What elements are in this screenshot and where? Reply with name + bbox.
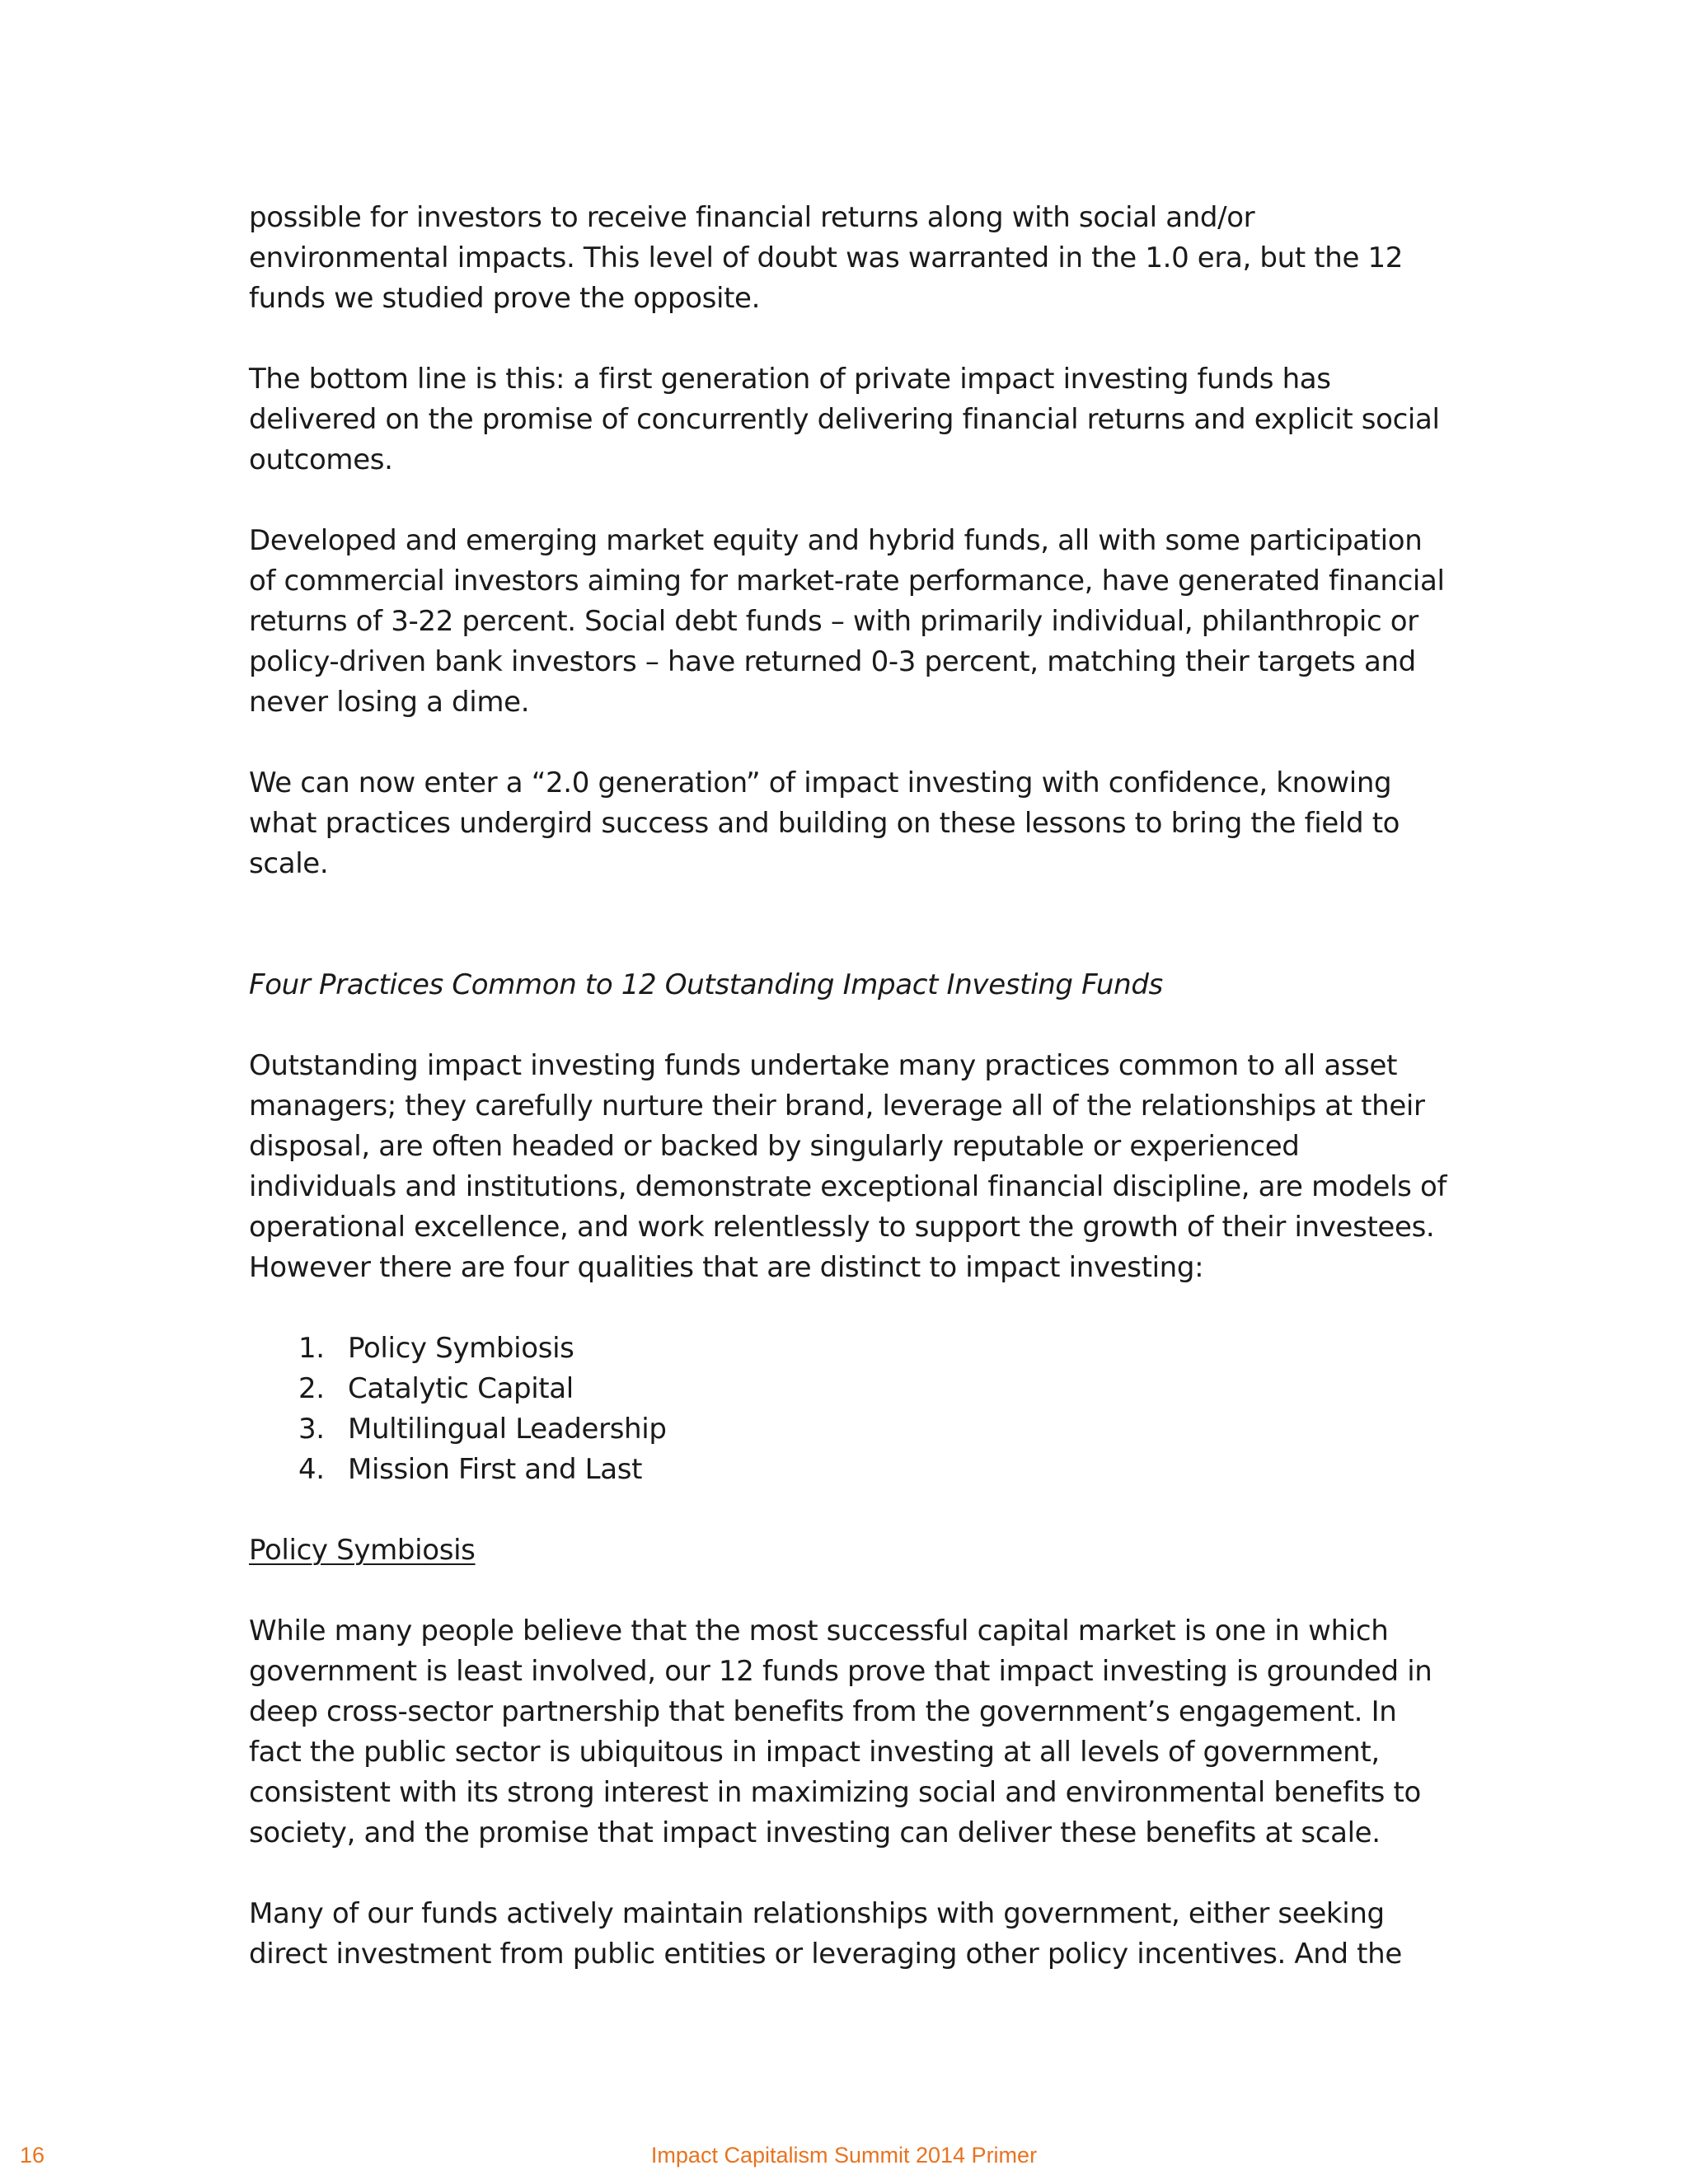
- list-item-label: Catalytic Capital: [348, 1372, 574, 1405]
- paragraph-5: Outstanding impact investing funds undertake many practices common to all asset managers; they carefully nurture their brand, leverage all of the relationships at their disposal, are often headed or backed by singularly reputable or experienced individuals and institutions, demonstrate exceptional financial discipline, are models of operational excellence, and work relentlessly to support the growth of their investees. However there are four qualities that are distinct to impact investing:: [249, 1049, 1447, 1284]
- list-item-label: Multilingual Leadership: [348, 1413, 667, 1446]
- paragraph-3: Developed and emerging market equity and hybrid funds, all with some participation of commercial investors aiming for market-rate performance, have generated financial returns of 3-22 percent. Social debt funds – with primarily individual, philanthropic or policy-driven bank investors – have returned 0-3 percent, matching their targets and never losing a dime.: [249, 524, 1445, 719]
- list-item-label: Mission First and Last: [348, 1453, 643, 1486]
- list-item: [249, 1369, 1452, 1409]
- list-item-number: 3.: [298, 1413, 325, 1446]
- list-item: [249, 1329, 1452, 1369]
- list-item-label: Policy Symbiosis: [348, 1332, 574, 1365]
- paragraph-6: While many people believe that the most successful capital market is one in which government is least involved, our 12 funds prove that impact investing is grounded in deep cross-sector partnership that benefits from the government’s engagement. In fact the public sector is ubiquitous in impact investing at all levels of government, consistent with its strong interest in maximizing social and environmental benefits to society, and the promise that impact investing can deliver these benefits at scale.: [249, 1615, 1432, 1849]
- footer-title: Impact Capitalism Summit 2014 Primer: [650, 2143, 1038, 2168]
- page-number: 16: [20, 2143, 45, 2168]
- subheading-text: Policy Symbiosis: [249, 1534, 476, 1567]
- subheading-policy-symbiosis: [249, 1530, 1452, 1571]
- section-heading: Four Practices Common to 12 Outstanding Impact Investing Funds: [249, 968, 1163, 1001]
- list-item-number: 4.: [298, 1453, 325, 1486]
- list-item-number: 1.: [298, 1332, 325, 1365]
- paragraph-4: We can now enter a “2.0 generation” of impact investing with confidence, knowing what practices undergird success and building on these lessons to bring the field to scale.: [249, 766, 1400, 880]
- list-item-number: 2.: [298, 1372, 325, 1405]
- body-content: [249, 198, 1452, 1975]
- practices-list: [249, 1329, 1452, 1490]
- list-item: [249, 1450, 1452, 1490]
- paragraph-2: The bottom line is this: a first generation of private impact investing funds has delivered on the promise of concurrently delivering financial returns and explicit social outcomes.: [249, 363, 1440, 476]
- paragraph-7: Many of our funds actively maintain relationships with government, either seeking direct investment from public entities or leveraging other policy incentives. And the: [249, 1897, 1402, 1971]
- page-footer: [0, 2143, 1688, 2176]
- list-item: [249, 1409, 1452, 1450]
- paragraph-1: possible for investors to receive financial returns along with social and/or environmental impacts. This level of doubt was warranted in the 1.0 era, but the 12 funds we studied prove the opposite.: [249, 201, 1404, 315]
